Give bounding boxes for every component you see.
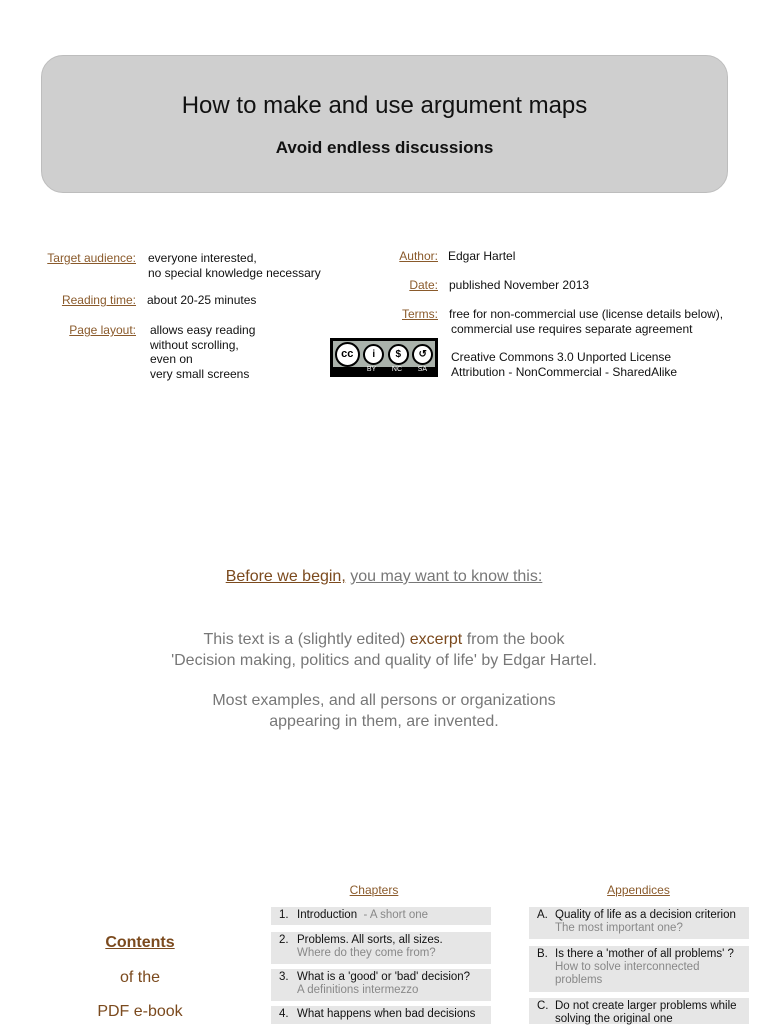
page-layout-line: even on — [150, 352, 193, 366]
date-value — [449, 278, 589, 293]
appendix-title: Do not create larger problems while — [555, 1000, 737, 1012]
invented-note — [0, 690, 768, 732]
excerpt-text-b: from the book — [466, 631, 565, 648]
chapter-subtitle: Where do they come from? — [297, 947, 436, 959]
target-audience-line: everyone interested, — [148, 251, 257, 265]
excerpt-text-a: This text is a (slightly edited) — [203, 631, 406, 648]
noncommercial-icon: $ — [388, 344, 409, 365]
page-layout-line: without scrolling, — [150, 337, 239, 352]
appendix-subtitle: How to solve interconnected problems — [555, 961, 700, 986]
chapter-title: Introduction — [297, 909, 358, 921]
chapter-item[interactable] — [271, 932, 491, 964]
appendix-title: Quality of life as a decision criterion — [555, 909, 736, 921]
reading-time-value — [147, 293, 256, 308]
chapter-item[interactable] — [271, 969, 491, 1001]
terms-line: free for non-commercial use (license details below), — [449, 307, 724, 321]
appendix-letter: C. — [537, 1000, 549, 1012]
publish-date: published November 2013 — [449, 278, 590, 292]
excerpt-link[interactable]: excerpt — [409, 631, 463, 648]
appendix-subtitle: solving the original one — [555, 1013, 673, 1025]
excerpt-line-2: 'Decision making, politics and quality of life' by Edgar Hartel. — [171, 652, 597, 669]
invented-line-2: appearing in them, are invented. — [269, 713, 499, 730]
invented-line-1: Most examples, and all persons or organizations — [212, 692, 556, 709]
cc-badge-labels — [359, 365, 435, 375]
before-we-begin-link[interactable]: Before we begin, — [225, 568, 346, 585]
date-label[interactable]: Date: — [409, 278, 438, 292]
attribution-icon: i — [363, 344, 384, 365]
page-title: How to make and use argument maps — [181, 92, 588, 119]
target-audience-line: no special knowledge necessary — [148, 265, 321, 280]
know-this-link[interactable]: you may want to know this: — [350, 568, 543, 585]
cc-icon: cc — [335, 342, 360, 367]
chapters-heading[interactable]: Chapters — [349, 883, 399, 897]
appendix-item[interactable] — [529, 907, 749, 939]
cc-badge-icons — [333, 341, 435, 367]
appendix-subtitle: The most important one? — [555, 922, 683, 934]
chapter-subtitle: A definitions intermezzo — [297, 984, 419, 996]
chapter-title: What is a 'good' or 'bad' decision? — [297, 971, 471, 983]
page-layout-line: allows easy reading — [150, 323, 256, 337]
title-banner — [41, 55, 728, 193]
chapter-item[interactable] — [271, 907, 491, 925]
contents-of-the: of the — [119, 969, 161, 986]
appendix-item[interactable] — [529, 998, 749, 1024]
appendix-letter: A. — [537, 909, 548, 921]
excerpt-note — [0, 629, 768, 671]
appendix-title: Is there a 'mother of all problems' ? — [555, 948, 734, 960]
before-we-begin — [0, 568, 768, 586]
author-label[interactable]: Author: — [399, 249, 438, 263]
page-subtitle: Avoid endless discussions — [275, 138, 494, 157]
contents-pdf-ebook: PDF e-book — [97, 1003, 183, 1020]
appendices-heading[interactable]: Appendices — [607, 883, 670, 897]
terms-value — [449, 307, 723, 336]
chapter-title: Problems. All sorts, all sizes. — [297, 934, 443, 946]
license-line: Attribution - NonCommercial - SharedAlike — [451, 364, 678, 379]
appendix-item[interactable] — [529, 946, 749, 992]
chapter-title: What happens when bad decisions — [297, 1008, 476, 1020]
target-audience-label[interactable]: Target audience: — [47, 251, 136, 265]
page-layout-line: very small screens — [150, 366, 250, 381]
page-layout-value — [150, 323, 255, 381]
cc-license-badge[interactable] — [330, 338, 438, 377]
chapter-number: 2. — [279, 934, 289, 946]
license-line: Creative Commons 3.0 Unported License — [451, 350, 672, 364]
chapter-number: 4. — [279, 1008, 289, 1020]
target-audience-value — [148, 251, 321, 280]
author-name: Edgar Hartel — [448, 249, 516, 263]
license-text — [451, 350, 677, 379]
cc-nc-label: NC — [391, 366, 403, 373]
chapter-number: 3. — [279, 971, 289, 983]
terms-line: commercial use requires separate agreement — [451, 321, 693, 336]
cc-sa-label: SA — [417, 366, 428, 373]
chapter-subtitle: - A short one — [363, 909, 429, 921]
sharealike-icon: ↺ — [412, 344, 433, 365]
chapter-number: 1. — [279, 909, 289, 921]
terms-label[interactable]: Terms: — [402, 307, 438, 321]
cc-by-label: BY — [366, 366, 377, 373]
appendix-letter: B. — [537, 948, 548, 960]
excerpt-line-1 — [0, 629, 768, 650]
reading-time-line: about 20-25 minutes — [147, 293, 257, 307]
contents-link[interactable]: Contents — [105, 934, 175, 951]
chapter-item[interactable] — [271, 1006, 491, 1024]
page-layout-label[interactable]: Page layout: — [69, 323, 136, 337]
reading-time-label[interactable]: Reading time: — [61, 293, 136, 307]
author-value — [448, 249, 515, 264]
